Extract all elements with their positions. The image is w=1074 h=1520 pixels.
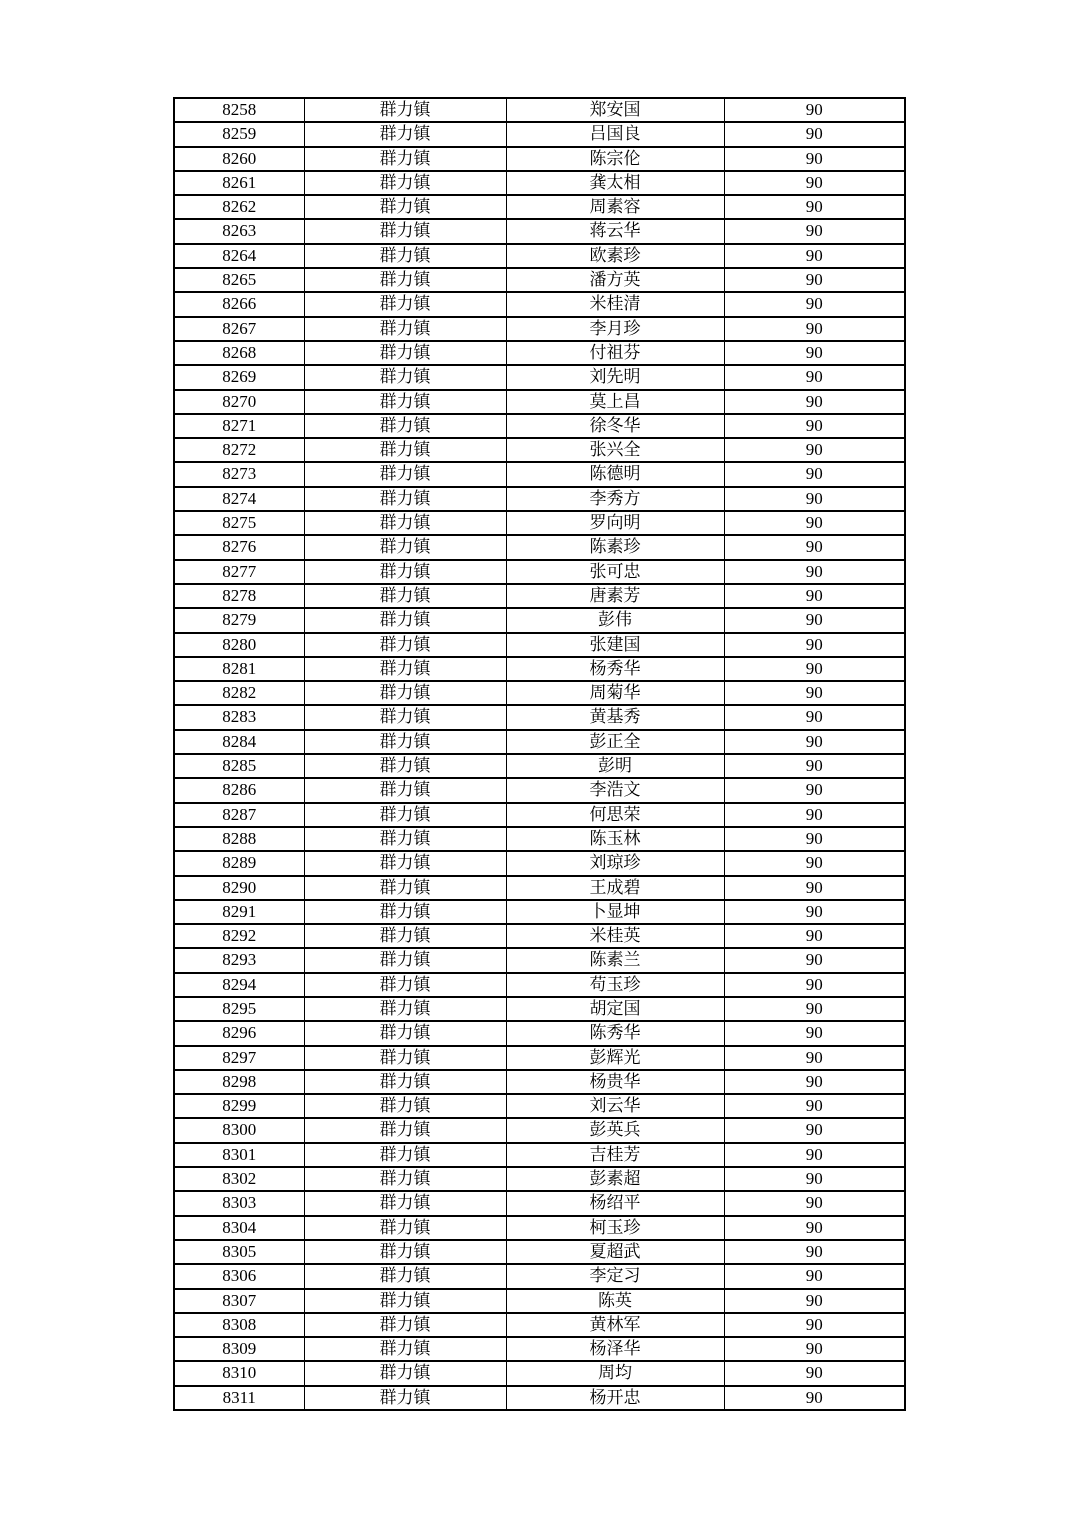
cell-score: 90 [724,633,905,657]
cell-name: 杨秀华 [506,657,724,681]
table-row [174,924,905,948]
cell-score: 90 [724,98,905,122]
cell-score: 90 [724,803,905,827]
cell-town: 群力镇 [304,1118,506,1142]
table-row [174,1289,905,1313]
cell-score: 90 [724,122,905,146]
table-row [174,997,905,1021]
cell-serial: 8306 [174,1264,304,1288]
cell-score: 90 [724,147,905,171]
cell-score: 90 [724,1216,905,1240]
cell-town: 群力镇 [304,657,506,681]
cell-name: 何思荣 [506,803,724,827]
table-row [174,608,905,632]
cell-serial: 8286 [174,778,304,802]
cell-name: 周素容 [506,195,724,219]
cell-score: 90 [724,1191,905,1215]
cell-score: 90 [724,948,905,972]
score-table-body [174,98,905,1410]
cell-serial: 8310 [174,1361,304,1385]
cell-serial: 8296 [174,1021,304,1045]
table-row [174,633,905,657]
cell-town: 群力镇 [304,511,506,535]
cell-serial: 8283 [174,705,304,729]
table-row [174,122,905,146]
cell-serial: 8290 [174,876,304,900]
cell-town: 群力镇 [304,584,506,608]
cell-serial: 8274 [174,487,304,511]
cell-serial: 8291 [174,900,304,924]
cell-serial: 8308 [174,1313,304,1337]
cell-score: 90 [724,997,905,1021]
cell-serial: 8272 [174,438,304,462]
cell-score: 90 [724,317,905,341]
cell-score: 90 [724,219,905,243]
cell-score: 90 [724,1240,905,1264]
cell-name: 黄基秀 [506,705,724,729]
cell-town: 群力镇 [304,924,506,948]
table-row [174,876,905,900]
cell-town: 群力镇 [304,1046,506,1070]
table-row [174,705,905,729]
cell-town: 群力镇 [304,705,506,729]
table-row [174,98,905,122]
table-row [174,365,905,389]
cell-name: 胡定国 [506,997,724,1021]
table-row [174,462,905,486]
cell-name: 杨贵华 [506,1070,724,1094]
cell-serial: 8268 [174,341,304,365]
cell-serial: 8266 [174,292,304,316]
cell-serial: 8301 [174,1143,304,1167]
cell-town: 群力镇 [304,827,506,851]
table-row [174,390,905,414]
cell-score: 90 [724,1313,905,1337]
cell-score: 90 [724,900,905,924]
cell-score: 90 [724,1021,905,1045]
cell-name: 吕国良 [506,122,724,146]
cell-name: 李月珍 [506,317,724,341]
cell-serial: 8269 [174,365,304,389]
table-row [174,827,905,851]
cell-score: 90 [724,584,905,608]
cell-town: 群力镇 [304,948,506,972]
cell-name: 陈素兰 [506,948,724,972]
cell-town: 群力镇 [304,462,506,486]
cell-name: 刘琼珍 [506,851,724,875]
cell-name: 张可忠 [506,560,724,584]
cell-serial: 8277 [174,560,304,584]
cell-name: 陈宗伦 [506,147,724,171]
table-row [174,1094,905,1118]
cell-town: 群力镇 [304,535,506,559]
cell-serial: 8295 [174,997,304,1021]
cell-name: 杨绍平 [506,1191,724,1215]
cell-town: 群力镇 [304,1337,506,1361]
table-row [174,147,905,171]
cell-serial: 8300 [174,1118,304,1142]
cell-name: 刘云华 [506,1094,724,1118]
cell-score: 90 [724,705,905,729]
cell-score: 90 [724,414,905,438]
table-row [174,973,905,997]
cell-serial: 8303 [174,1191,304,1215]
table-row [174,171,905,195]
cell-score: 90 [724,681,905,705]
cell-town: 群力镇 [304,341,506,365]
cell-town: 群力镇 [304,997,506,1021]
table-row [174,948,905,972]
cell-score: 90 [724,438,905,462]
table-row [174,1313,905,1337]
cell-name: 欧素珍 [506,244,724,268]
cell-name: 杨泽华 [506,1337,724,1361]
cell-name: 唐素芳 [506,584,724,608]
table-row [174,754,905,778]
table-row [174,1386,905,1410]
cell-score: 90 [724,365,905,389]
cell-serial: 8284 [174,730,304,754]
cell-serial: 8305 [174,1240,304,1264]
cell-town: 群力镇 [304,681,506,705]
cell-town: 群力镇 [304,851,506,875]
cell-score: 90 [724,657,905,681]
cell-serial: 8304 [174,1216,304,1240]
cell-name: 蒋云华 [506,219,724,243]
cell-name: 米桂清 [506,292,724,316]
cell-serial: 8302 [174,1167,304,1191]
cell-serial: 8271 [174,414,304,438]
cell-serial: 8294 [174,973,304,997]
cell-town: 群力镇 [304,1386,506,1410]
cell-town: 群力镇 [304,98,506,122]
table-row [174,1070,905,1094]
cell-name: 莫上昌 [506,390,724,414]
table-row [174,1143,905,1167]
cell-town: 群力镇 [304,778,506,802]
cell-town: 群力镇 [304,1289,506,1313]
table-row [174,535,905,559]
cell-serial: 8298 [174,1070,304,1094]
table-row [174,487,905,511]
cell-score: 90 [724,292,905,316]
table-row [174,292,905,316]
cell-score: 90 [724,535,905,559]
cell-name: 潘方英 [506,268,724,292]
cell-town: 群力镇 [304,730,506,754]
cell-town: 群力镇 [304,195,506,219]
cell-score: 90 [724,1337,905,1361]
cell-name: 陈秀华 [506,1021,724,1045]
cell-town: 群力镇 [304,219,506,243]
cell-town: 群力镇 [304,1143,506,1167]
cell-serial: 8262 [174,195,304,219]
table-row [174,1361,905,1385]
cell-town: 群力镇 [304,1070,506,1094]
cell-name: 周均 [506,1361,724,1385]
cell-name: 吉桂芳 [506,1143,724,1167]
cell-serial: 8273 [174,462,304,486]
cell-name: 李定习 [506,1264,724,1288]
cell-score: 90 [724,195,905,219]
cell-town: 群力镇 [304,608,506,632]
cell-name: 彭英兵 [506,1118,724,1142]
cell-town: 群力镇 [304,803,506,827]
table-row [174,900,905,924]
table-row [174,778,905,802]
cell-serial: 8270 [174,390,304,414]
cell-serial: 8282 [174,681,304,705]
cell-serial: 8263 [174,219,304,243]
cell-serial: 8264 [174,244,304,268]
cell-town: 群力镇 [304,754,506,778]
cell-name: 李浩文 [506,778,724,802]
cell-score: 90 [724,973,905,997]
cell-town: 群力镇 [304,1240,506,1264]
table-row [174,560,905,584]
cell-score: 90 [724,390,905,414]
cell-town: 群力镇 [304,973,506,997]
table-row [174,730,905,754]
cell-serial: 8293 [174,948,304,972]
cell-serial: 8299 [174,1094,304,1118]
cell-town: 群力镇 [304,900,506,924]
table-row [174,219,905,243]
cell-score: 90 [724,1167,905,1191]
cell-score: 90 [724,1046,905,1070]
cell-name: 彭正全 [506,730,724,754]
cell-town: 群力镇 [304,876,506,900]
cell-name: 徐冬华 [506,414,724,438]
table-row [174,1191,905,1215]
cell-name: 陈素珍 [506,535,724,559]
cell-town: 群力镇 [304,1313,506,1337]
table-row [174,511,905,535]
cell-score: 90 [724,171,905,195]
table-row [174,681,905,705]
cell-town: 群力镇 [304,1191,506,1215]
cell-name: 张兴全 [506,438,724,462]
cell-town: 群力镇 [304,365,506,389]
table-row [174,244,905,268]
table-row [174,414,905,438]
cell-score: 90 [724,730,905,754]
cell-score: 90 [724,244,905,268]
cell-score: 90 [724,341,905,365]
cell-town: 群力镇 [304,560,506,584]
cell-serial: 8275 [174,511,304,535]
cell-town: 群力镇 [304,633,506,657]
table-row [174,195,905,219]
cell-name: 张建国 [506,633,724,657]
cell-town: 群力镇 [304,438,506,462]
cell-town: 群力镇 [304,1167,506,1191]
cell-town: 群力镇 [304,147,506,171]
cell-serial: 8260 [174,147,304,171]
cell-name: 彭素超 [506,1167,724,1191]
cell-score: 90 [724,1118,905,1142]
cell-name: 罗向明 [506,511,724,535]
cell-town: 群力镇 [304,268,506,292]
table-row [174,1216,905,1240]
table-row [174,1264,905,1288]
cell-town: 群力镇 [304,1216,506,1240]
cell-score: 90 [724,1143,905,1167]
cell-score: 90 [724,1289,905,1313]
cell-score: 90 [724,1264,905,1288]
cell-serial: 8261 [174,171,304,195]
cell-serial: 8279 [174,608,304,632]
cell-name: 柯玉珍 [506,1216,724,1240]
cell-serial: 8278 [174,584,304,608]
cell-score: 90 [724,1070,905,1094]
cell-score: 90 [724,1386,905,1410]
cell-name: 刘先明 [506,365,724,389]
cell-town: 群力镇 [304,1021,506,1045]
cell-score: 90 [724,1361,905,1385]
cell-town: 群力镇 [304,390,506,414]
cell-name: 夏超武 [506,1240,724,1264]
table-row [174,317,905,341]
cell-score: 90 [724,827,905,851]
cell-town: 群力镇 [304,171,506,195]
cell-name: 彭明 [506,754,724,778]
cell-serial: 8288 [174,827,304,851]
cell-town: 群力镇 [304,487,506,511]
cell-town: 群力镇 [304,1361,506,1385]
table-row [174,1046,905,1070]
cell-serial: 8292 [174,924,304,948]
cell-score: 90 [724,268,905,292]
cell-serial: 8309 [174,1337,304,1361]
cell-score: 90 [724,851,905,875]
table-row [174,1167,905,1191]
cell-serial: 8285 [174,754,304,778]
table-row [174,1240,905,1264]
cell-score: 90 [724,511,905,535]
cell-name: 付祖芬 [506,341,724,365]
table-row [174,584,905,608]
cell-score: 90 [724,754,905,778]
cell-serial: 8276 [174,535,304,559]
cell-name: 杨开忠 [506,1386,724,1410]
cell-serial: 8259 [174,122,304,146]
cell-name: 米桂英 [506,924,724,948]
cell-name: 周菊华 [506,681,724,705]
cell-score: 90 [724,608,905,632]
cell-name: 郑安国 [506,98,724,122]
cell-serial: 8297 [174,1046,304,1070]
table-row [174,1021,905,1045]
table-row [174,1118,905,1142]
cell-score: 90 [724,462,905,486]
cell-serial: 8258 [174,98,304,122]
cell-score: 90 [724,924,905,948]
table-row [174,341,905,365]
cell-score: 90 [724,876,905,900]
cell-serial: 8307 [174,1289,304,1313]
table-row [174,438,905,462]
cell-score: 90 [724,487,905,511]
cell-name: 苟玉珍 [506,973,724,997]
cell-town: 群力镇 [304,414,506,438]
cell-name: 卜显坤 [506,900,724,924]
cell-serial: 8281 [174,657,304,681]
cell-name: 李秀方 [506,487,724,511]
cell-name: 彭伟 [506,608,724,632]
cell-name: 王成碧 [506,876,724,900]
cell-name: 彭辉光 [506,1046,724,1070]
cell-name: 陈玉林 [506,827,724,851]
table-row [174,1337,905,1361]
cell-serial: 8311 [174,1386,304,1410]
cell-name: 陈英 [506,1289,724,1313]
cell-serial: 8280 [174,633,304,657]
cell-score: 90 [724,560,905,584]
cell-name: 龚太相 [506,171,724,195]
cell-town: 群力镇 [304,1264,506,1288]
cell-name: 黄林军 [506,1313,724,1337]
score-table [173,97,906,1411]
cell-serial: 8265 [174,268,304,292]
cell-serial: 8287 [174,803,304,827]
cell-town: 群力镇 [304,1094,506,1118]
cell-score: 90 [724,1094,905,1118]
cell-town: 群力镇 [304,317,506,341]
table-row [174,657,905,681]
cell-town: 群力镇 [304,292,506,316]
cell-serial: 8289 [174,851,304,875]
table-row [174,803,905,827]
cell-town: 群力镇 [304,244,506,268]
cell-name: 陈德明 [506,462,724,486]
table-row [174,851,905,875]
table-row [174,268,905,292]
cell-town: 群力镇 [304,122,506,146]
cell-score: 90 [724,778,905,802]
cell-serial: 8267 [174,317,304,341]
